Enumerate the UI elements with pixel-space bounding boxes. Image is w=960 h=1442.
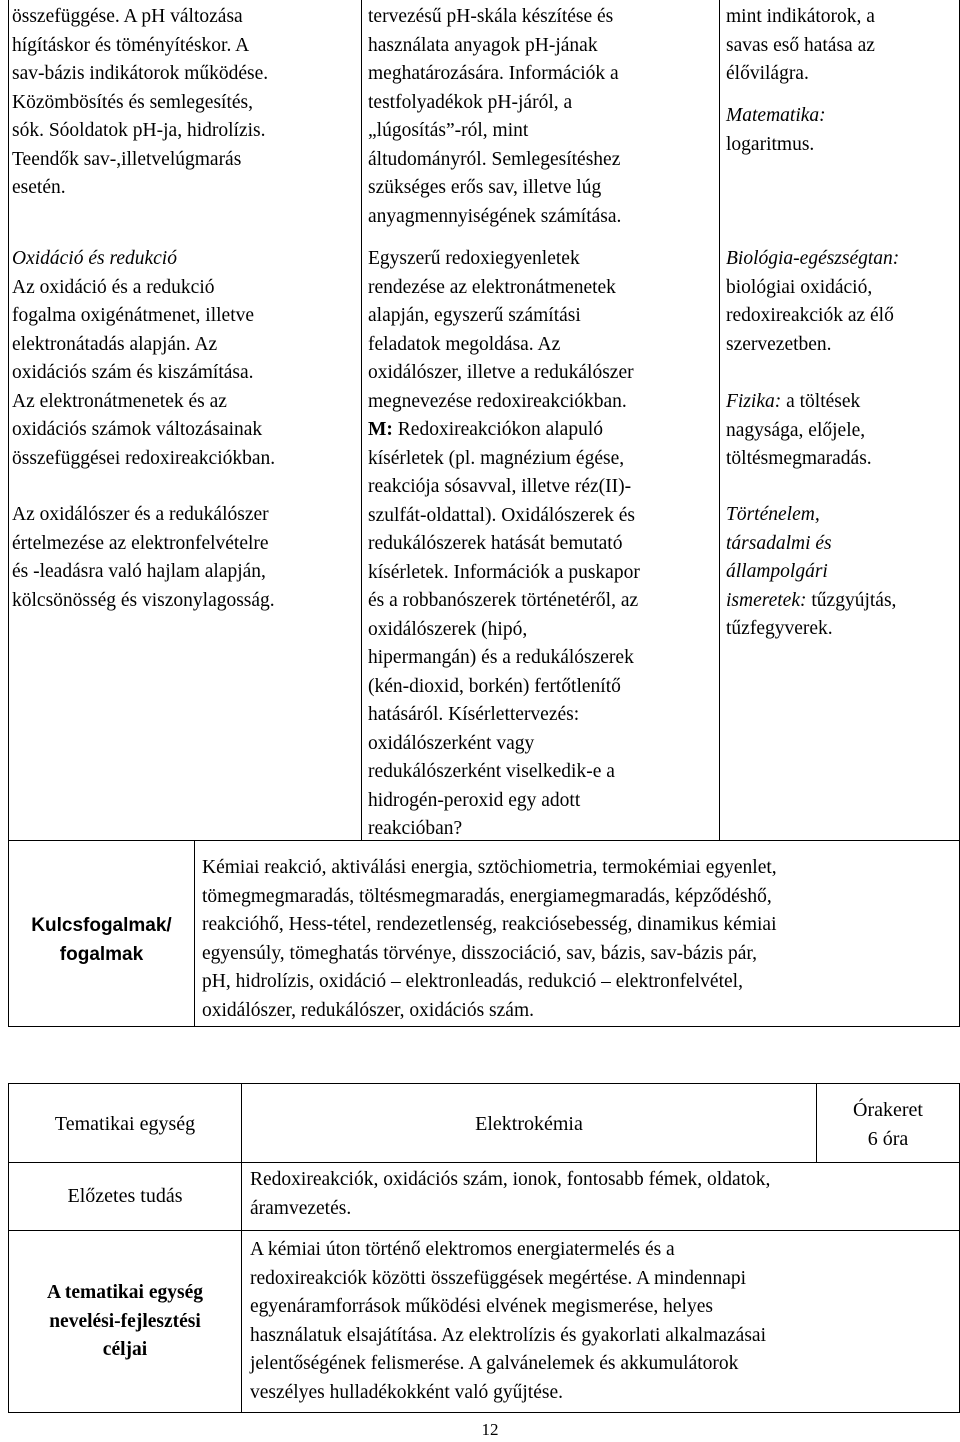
text-line: [368, 416, 716, 445]
text-line: oxidálószerek (hipó,: [368, 618, 528, 640]
subject-label-history: társadalmi és: [726, 532, 832, 554]
text-line: elektronátadás alapján. Az: [12, 333, 218, 355]
text-line: anyagmennyiségének számítása.: [368, 205, 622, 227]
text-line: használatuk elsajátítása. Az elektrolízis és gyakorlati alkalmazásai: [250, 1324, 766, 1346]
thematic-unit-title: Elektrokémia: [475, 1113, 583, 1135]
text-line: szulfát-oldattal). Oxidálószerek és: [368, 504, 635, 526]
col3-math: [726, 102, 956, 159]
hours-label: Órakeret: [853, 1099, 923, 1121]
row1-hours: [817, 1096, 959, 1153]
goals-label-line: A tematikai egység: [47, 1282, 203, 1303]
subject-label-physics: Fizika:: [726, 391, 782, 412]
text-line: oxidálószer, redukálószer, oxidációs szám.: [202, 999, 534, 1021]
row3-label: [9, 1279, 241, 1365]
section-heading: Oxidáció és redukció: [12, 248, 177, 269]
text-line: Kémiai reakció, aktiválási energia, sztöchiometria, termokémiai egyenlet,: [202, 857, 777, 878]
text-line: tervezésű pH-skála készítése és: [368, 6, 614, 27]
text-line: összefüggése. A pH változása: [12, 6, 243, 27]
lower-table-row2-bottom: [8, 1230, 960, 1231]
col1-block3: [12, 501, 358, 615]
text-line: fogalma oxigénátmenet, illetve: [12, 305, 255, 326]
col1-block2: [12, 245, 358, 473]
prior-knowledge-label: Előzetes tudás: [67, 1185, 183, 1207]
col3-bio: [726, 245, 956, 359]
text-line: redukálószerként viselkedik-e a: [368, 761, 615, 782]
text-line: veszélyes hulladékokként való gyűjtése.: [250, 1381, 563, 1403]
text-line: oxidálószer, illetve a redukálószer: [368, 362, 634, 383]
subject-label-math: Matematika:: [726, 105, 826, 126]
text-line: töltésmegmaradás.: [726, 448, 872, 469]
text-line: tűzfegyverek.: [726, 618, 833, 639]
subject-label-history: Történelem,: [726, 504, 820, 525]
col3-phys: [726, 388, 956, 474]
physics-text: a töltések: [781, 391, 861, 412]
text-line: és a robbanószerek történetéről, az: [368, 590, 639, 611]
col2-block1: [368, 3, 716, 231]
text-line: testfolyadékok pH-járól, a: [368, 91, 573, 113]
text-line: Közömbösítés és semlegesítés,: [12, 91, 253, 113]
keywords-text: [202, 854, 956, 1025]
text-line: reakcióhő, Hess-tétel, rendezetlenség, reakciósebesség, dinamikus kémiai: [202, 914, 777, 935]
text-line: alapján, egyszerű számítási: [368, 305, 581, 326]
goals-label-line: céljai: [102, 1339, 148, 1360]
text-line: Az oxidáció és a redukció: [12, 276, 215, 298]
row2-label: [9, 1182, 241, 1211]
text-line: használata anyagok pH-jának: [368, 34, 598, 56]
text-line: hidrogén-peroxid egy adott: [368, 789, 581, 811]
table-border-left: [8, 0, 9, 1027]
text-line: (kén-dioxid, borkén) fertőtlenítő: [368, 675, 621, 697]
table-border-col1: [361, 0, 362, 840]
text-line: Egyszerű redoxiegyenletek: [368, 248, 580, 269]
lower-table-bottom: [8, 1412, 960, 1413]
text-line: kísérletek. Információk a puskapor: [368, 561, 640, 583]
text-line: áramvezetés.: [250, 1197, 352, 1219]
col2-block2: [368, 245, 716, 844]
text-line: szervezetben.: [726, 333, 832, 355]
text-line: mint indikátorok, a: [726, 6, 875, 27]
text-line: egyensúly, tömeghatás törvénye, disszociáció, sav, bázis, sav-bázis pár,: [202, 942, 757, 964]
text-line: esetén.: [12, 177, 66, 198]
goals-label-line: nevelési-fejlesztési: [49, 1310, 201, 1332]
text-line: logaritmus.: [726, 133, 815, 155]
keywords-label-line: fogalmak: [59, 943, 144, 965]
table-border-keywords-divider: [194, 840, 195, 1027]
text-line: megnevezése redoxireakciókban.: [368, 390, 627, 412]
text-line: sav-bázis indikátorok működése.: [12, 63, 269, 84]
col3-history: [726, 501, 956, 644]
text-line: jelentőségének felismerése. A galvánelemek és akkumulátorok: [250, 1353, 739, 1374]
text-line: „lúgosítás”-ról, mint: [368, 120, 529, 141]
text-line: és -leadásra való hajlam alapján,: [12, 561, 266, 582]
text-line: összefüggései redoxireakciókban.: [12, 447, 276, 469]
text-line: hatásáról. Kísérlettervezés:: [368, 704, 580, 725]
text-line: áltudományról. Semlegesítéshez: [368, 148, 621, 170]
text-line: hipermangán) és a redukálószerek: [368, 647, 634, 668]
row3-text: [250, 1236, 956, 1407]
text-line: Teendők sav-,illetvelúgmarás: [12, 148, 242, 170]
text-line: redukálószerek hatását bemutató: [368, 533, 623, 554]
row2-text: [250, 1166, 956, 1223]
text-line: Az elektronátmenetek és az: [12, 390, 227, 412]
text-line: oxidálószerként vagy: [368, 732, 535, 754]
text-line: pH, hidrolízis, oxidáció – elektronleadás, redukció – elektronfelvétel,: [202, 971, 743, 992]
text-line: redoxireakciók az élő: [726, 305, 894, 326]
text-line: Az oxidálószer és a redukálószer: [12, 504, 269, 525]
text-line: redoxireakciók közötti összefüggések megértése. A mindennapi: [250, 1267, 747, 1289]
m-text: Redoxireakciókon alapuló: [392, 419, 604, 440]
text-line: élővilágra.: [726, 63, 809, 84]
text-line: biológiai oxidáció,: [726, 276, 873, 298]
text-line: reakcióban?: [368, 818, 463, 839]
text-line: meghatározására. Információk a: [368, 63, 619, 84]
row1-title: [242, 1110, 816, 1139]
text-line: oxidációs szám és kiszámítása.: [12, 362, 254, 383]
text-line: kölcsönösség és viszonylagosság.: [12, 589, 275, 611]
text-line: [726, 587, 956, 616]
row1-label: [9, 1110, 241, 1139]
text-line: kísérletek (pl. magnézium égése,: [368, 447, 625, 469]
thematic-unit-label: Tematikai egység: [54, 1113, 196, 1135]
text-line: Redoxireakciók, oxidációs szám, ionok, fontosabb fémek, oldatok,: [250, 1169, 771, 1190]
lower-table-top: [8, 1083, 960, 1084]
text-line: egyenáramforrások működési elvének megismerése, helyes: [250, 1296, 713, 1317]
hours-value: 6 óra: [867, 1127, 909, 1150]
text-line: szükséges erős sav, illetve lúg: [368, 177, 602, 198]
text-line: értelmezése az elektronfelvételre: [12, 532, 269, 554]
text-line: oxidációs számok változásainak: [12, 419, 263, 440]
subject-label-history: ismeretek:: [726, 589, 807, 611]
table-border-bottom: [8, 1026, 960, 1027]
text-line: hígításkor és töményítéskor. A: [12, 34, 250, 56]
table-border-col2: [719, 0, 720, 840]
col3-block1: [726, 3, 956, 89]
page-number: 12: [481, 1420, 499, 1439]
text-line: savas eső hatása az: [726, 34, 875, 56]
keywords-label: [9, 912, 194, 969]
text-line: tömegmegmaradás, töltésmegmaradás, energiamegmaradás, képződéshő,: [202, 885, 772, 907]
text-line: feladatok megoldása. Az: [368, 333, 561, 355]
text-line: nagysága, előjele,: [726, 419, 866, 441]
keywords-label-line: Kulcsfogalmak/: [31, 915, 172, 936]
text-line: rendezése az elektronátmenetek: [368, 276, 616, 298]
text-line: reakciója sósavval, illetve réz(II)-: [368, 476, 632, 497]
text-line: sók. Sóoldatok pH-ja, hidrolízis.: [12, 120, 266, 141]
text-line: [726, 388, 956, 417]
lower-table-row1-bottom: [8, 1162, 960, 1163]
subject-label-history: állampolgári: [726, 561, 828, 582]
history-text: tűzgyújtás,: [806, 589, 897, 611]
text-line: A kémiai úton történő elektromos energiatermelés és a: [250, 1239, 675, 1260]
col1-block1: [12, 3, 358, 203]
subject-label-biology: Biológia-egészségtan:: [726, 248, 900, 269]
m-label: M:: [368, 419, 393, 440]
